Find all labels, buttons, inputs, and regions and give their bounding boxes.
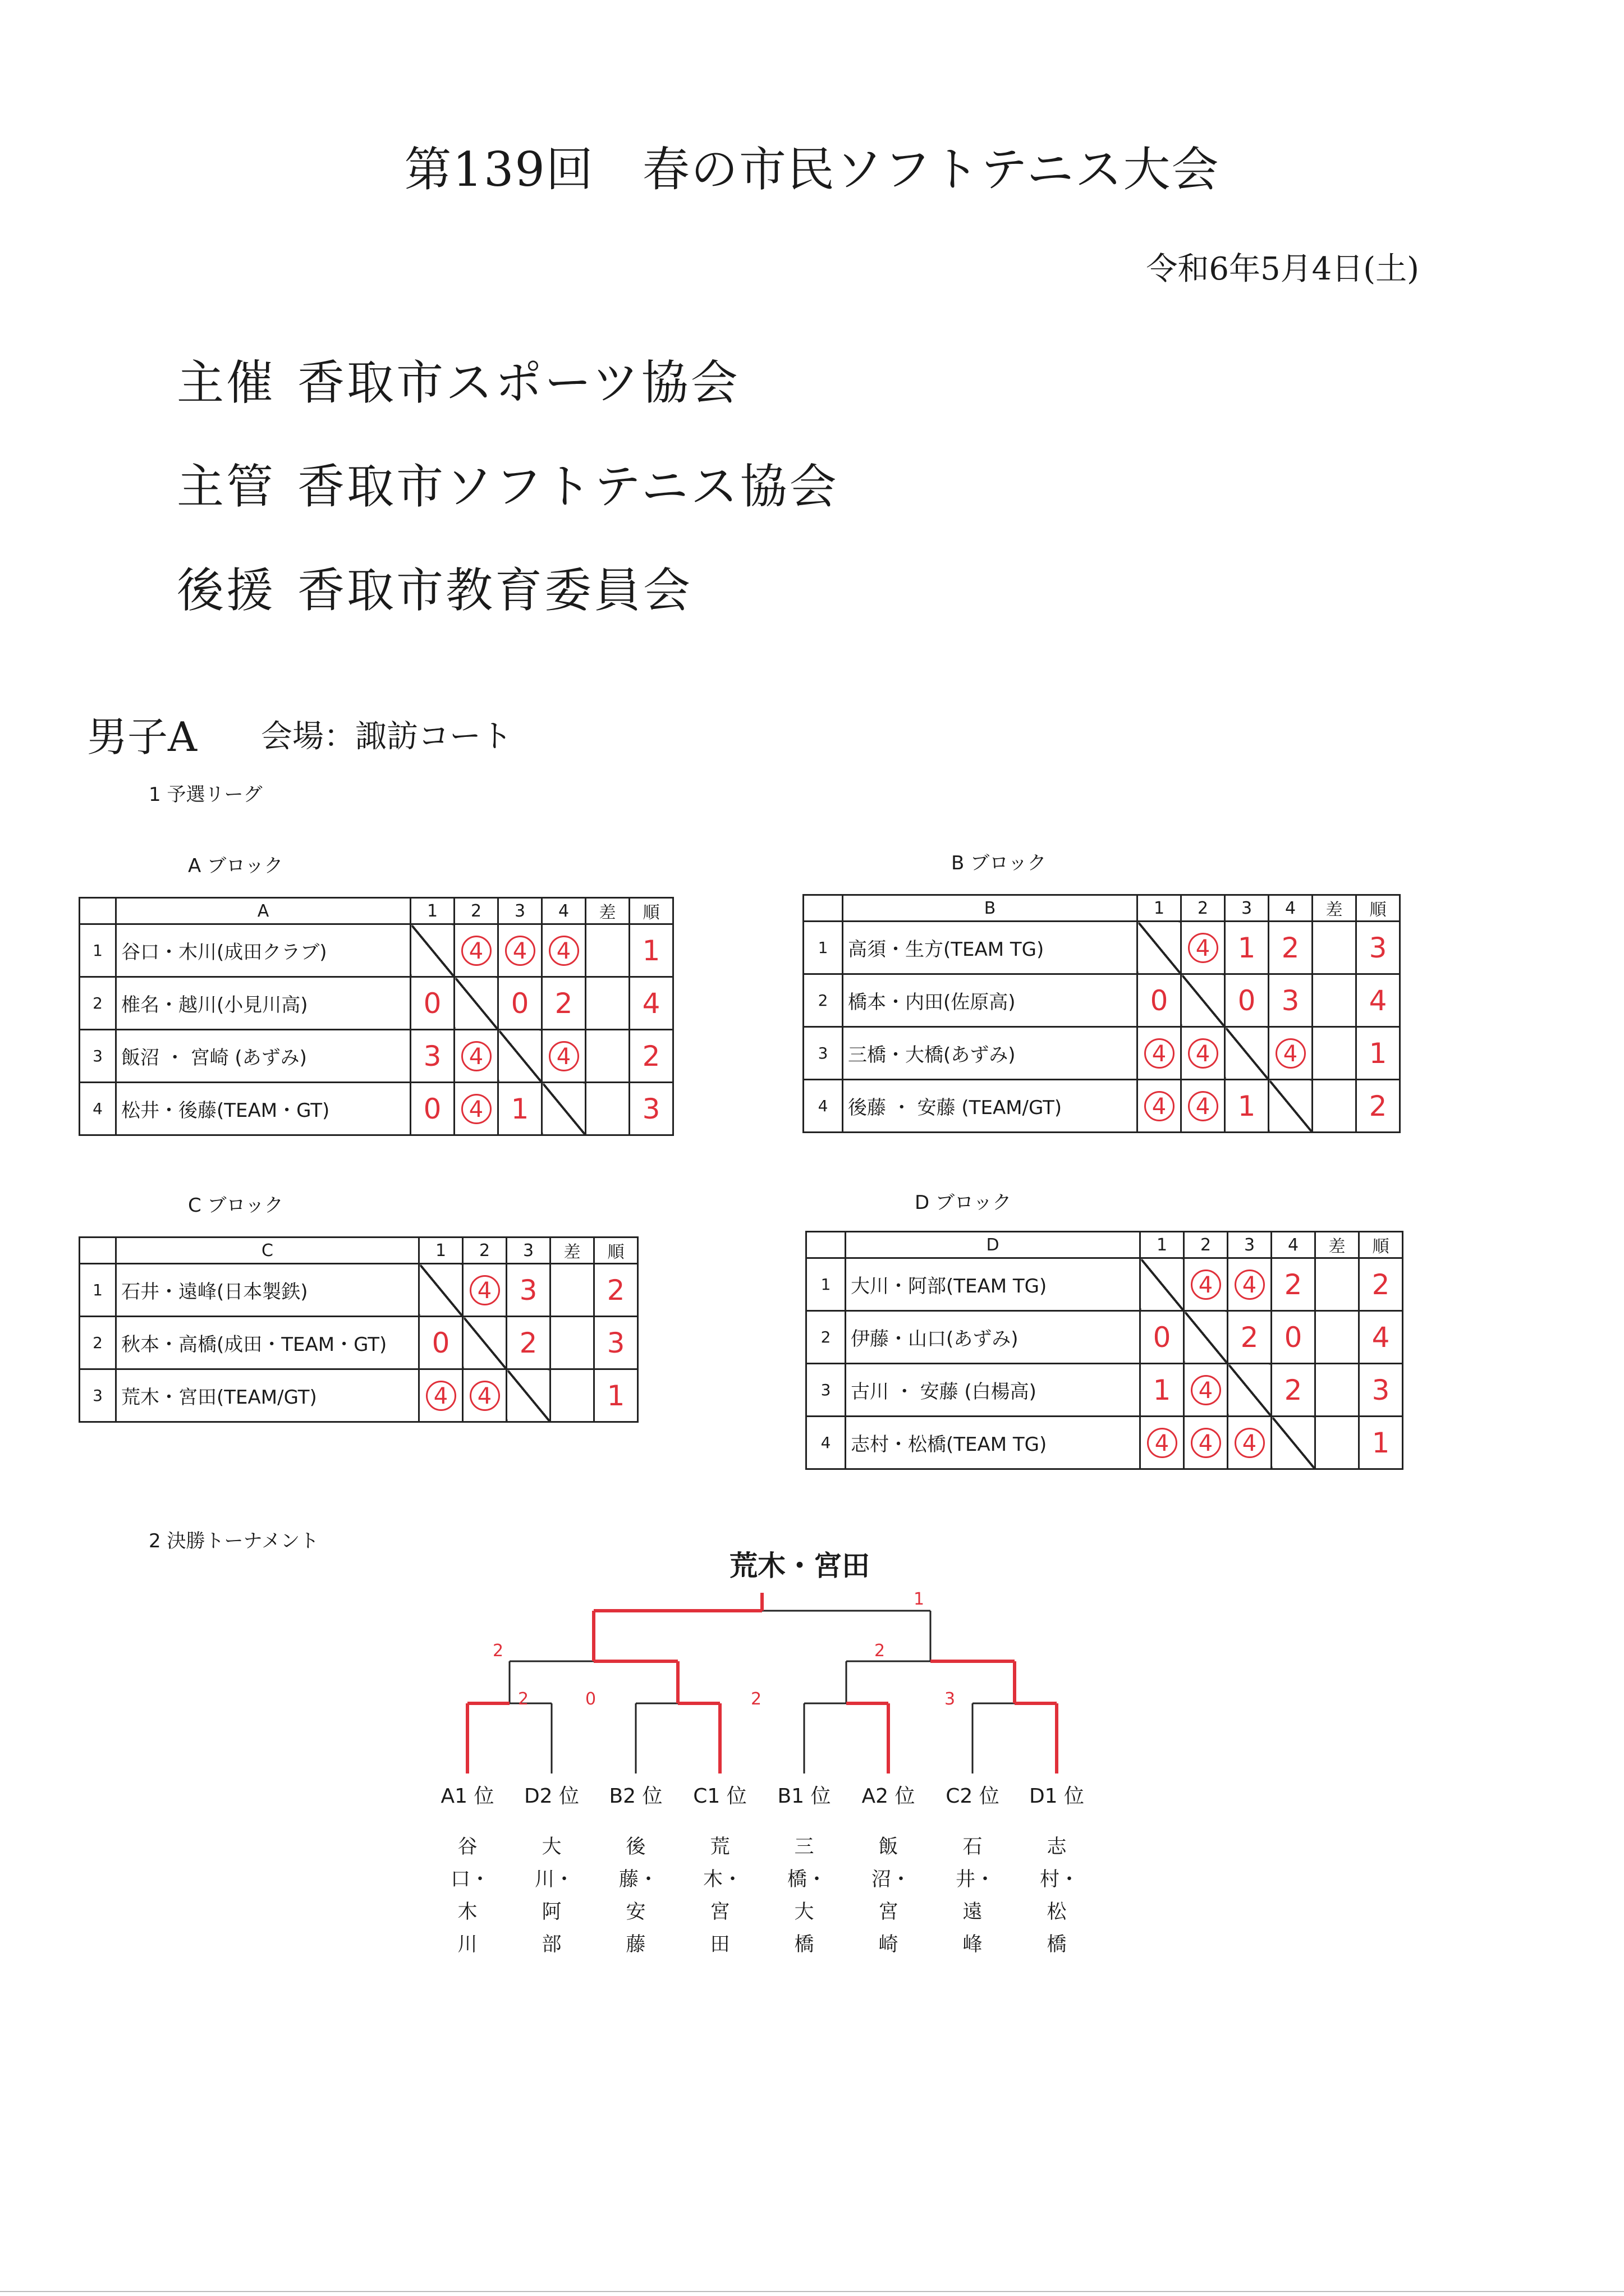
event-date: 令和6年5月4日(土) (1146, 251, 1419, 287)
win-mark: 4 (1188, 933, 1218, 963)
win-mark: 4 (1144, 1038, 1175, 1069)
organizer-name: 香取市スポーツ協会 (297, 355, 740, 410)
player-name: 三橋・大橋 (787, 1836, 827, 1956)
qf-score: 0 (585, 1689, 597, 1709)
block-c-label: C ブロック (188, 1194, 283, 1217)
match-result: 1 (1140, 1364, 1184, 1417)
seed-label: D1 位 (1029, 1785, 1085, 1808)
match-result: 1 (498, 1083, 542, 1135)
match-result: 0 (1272, 1311, 1315, 1364)
row-number: 3 (80, 1369, 116, 1422)
match-result: 1 (1225, 1080, 1269, 1133)
header-col: 1 (1137, 895, 1181, 922)
header-col: 1 (419, 1238, 463, 1264)
rank: 4 (630, 977, 673, 1030)
team-name: 椎名・越川(小見川高) (116, 977, 411, 1030)
seed-label: B2 位 (609, 1785, 663, 1808)
header-block-name: D (846, 1232, 1140, 1258)
win-mark: 4 (1191, 1270, 1221, 1300)
team-name: 飯沼 ・ 宮崎 (あずみ) (116, 1030, 411, 1083)
rank: 1 (594, 1369, 638, 1422)
player-name: 大川・阿部 (535, 1836, 575, 1956)
semi-score: 2 (493, 1641, 504, 1661)
qf-score: 3 (944, 1689, 956, 1709)
match-result: 0 (498, 977, 542, 1030)
win-mark: 4 (1188, 1091, 1218, 1121)
final-heading: 2 決勝トーナメント (149, 1530, 319, 1552)
row-number: 2 (804, 974, 843, 1027)
win-mark: 4 (1235, 1270, 1265, 1300)
rank: 1 (1359, 1417, 1403, 1469)
seed-label: D2 位 (524, 1785, 580, 1808)
header-col: 3 (507, 1238, 550, 1264)
rank: 1 (630, 924, 673, 977)
header-col: 2 (1184, 1232, 1228, 1258)
header-col: 差 (550, 1238, 594, 1264)
win-mark: 4 (1188, 1038, 1218, 1069)
header-col: 4 (1269, 895, 1313, 922)
row-number: 3 (806, 1364, 846, 1417)
organizer-role: 主管 (177, 459, 276, 514)
row-number: 4 (80, 1083, 116, 1135)
win-mark: 4 (470, 1275, 500, 1305)
win-mark: 4 (549, 936, 579, 966)
rank: 3 (1359, 1364, 1403, 1417)
team-name: 三橋・大橋(あずみ) (843, 1027, 1137, 1080)
player-name: 後藤・安藤 (619, 1836, 659, 1956)
block-d-label: D ブロック (915, 1191, 1012, 1214)
rank: 2 (630, 1030, 673, 1083)
header-col: 3 (1225, 895, 1269, 922)
match-result: 0 (411, 977, 455, 1030)
header-col: 4 (542, 898, 586, 924)
row-number: 2 (80, 977, 116, 1030)
player-name: 志村・松橋 (1040, 1836, 1080, 1956)
header-col: 2 (463, 1238, 507, 1264)
match-result: 2 (507, 1317, 550, 1369)
row-number: 1 (80, 924, 116, 977)
team-name: 高須・生方(TEAM TG) (843, 922, 1137, 974)
rank: 3 (594, 1317, 638, 1369)
rank: 3 (1356, 922, 1400, 974)
row-number: 4 (806, 1417, 846, 1469)
header-col: 1 (1140, 1232, 1184, 1258)
rank: 2 (594, 1264, 638, 1317)
match-result: 0 (1225, 974, 1269, 1027)
seed-label: C2 位 (946, 1785, 999, 1808)
section-title: 男子A (87, 713, 197, 760)
row-number: 2 (80, 1317, 116, 1369)
win-mark: 4 (505, 936, 535, 966)
win-mark: 4 (1144, 1091, 1175, 1121)
win-mark: 4 (1191, 1375, 1221, 1405)
seed-label: B1 位 (777, 1785, 831, 1808)
header-col: 差 (1313, 895, 1356, 922)
row-number: 4 (804, 1080, 843, 1133)
player-name: 荒木・宮田 (703, 1836, 743, 1956)
row-number: 1 (806, 1258, 846, 1311)
row-number: 3 (804, 1027, 843, 1080)
match-result: 3 (411, 1030, 455, 1083)
team-name: 伊藤・山口(あずみ) (846, 1311, 1140, 1364)
win-mark: 4 (461, 1041, 492, 1071)
player-name: 谷口・木川 (451, 1836, 490, 1956)
organizer-role: 主催 (177, 355, 276, 410)
header-col: 3 (1228, 1232, 1272, 1258)
page-title: 第139回 春の市民ソフトテニス大会 (404, 142, 1220, 197)
block-b-label: B ブロック (951, 852, 1047, 874)
header-col: 順 (1356, 895, 1400, 922)
match-result: 0 (419, 1317, 463, 1369)
match-result: 1 (1225, 922, 1269, 974)
header-col: 差 (1315, 1232, 1359, 1258)
team-name: 大川・阿部(TEAM TG) (846, 1258, 1140, 1311)
match-result: 3 (1269, 974, 1313, 1027)
match-result: 0 (1137, 974, 1181, 1027)
organizer-role: 後援 (177, 563, 276, 618)
venue-label: 会場：諏訪コート (261, 718, 512, 755)
header-col: 順 (630, 898, 673, 924)
semi-score: 2 (874, 1641, 886, 1661)
page-edge-line (0, 2291, 1624, 2292)
team-name: 志村・松橋(TEAM TG) (846, 1417, 1140, 1469)
match-result: 2 (1228, 1311, 1272, 1364)
row-number: 2 (806, 1311, 846, 1364)
header-col: 順 (1359, 1232, 1403, 1258)
organizer-name: 香取市ソフトテニス協会 (297, 459, 839, 514)
row-number: 3 (80, 1030, 116, 1083)
team-name: 橋本・内田(佐原高) (843, 974, 1137, 1027)
match-result: 0 (411, 1083, 455, 1135)
champion-name: 荒木・宮田 (730, 1550, 870, 1582)
rank: 2 (1359, 1258, 1403, 1311)
header-col: 2 (1181, 895, 1225, 922)
win-mark: 4 (1147, 1428, 1177, 1458)
header-col: 差 (586, 898, 630, 924)
seed-label: C1 位 (693, 1785, 747, 1808)
team-name: 谷口・木川(成田クラブ) (116, 924, 411, 977)
rank: 2 (1356, 1080, 1400, 1133)
team-name: 後藤 ・ 安藤 (TEAM/GT) (843, 1080, 1137, 1133)
match-result: 0 (1140, 1311, 1184, 1364)
seed-label: A2 位 (861, 1785, 915, 1808)
rank: 4 (1359, 1311, 1403, 1364)
match-result: 2 (1269, 922, 1313, 974)
organizer-name: 香取市教育委員会 (297, 563, 693, 618)
header-col: 2 (455, 898, 498, 924)
team-name: 荒木・宮田(TEAM/GT) (116, 1369, 419, 1422)
header-col: 3 (498, 898, 542, 924)
qf-score: 2 (751, 1689, 762, 1709)
team-name: 秋本・高橋(成田・TEAM・GT) (116, 1317, 419, 1369)
team-name: 古川 ・ 安藤 (白楊高) (846, 1364, 1140, 1417)
league-heading: 1 予選リーグ (149, 783, 263, 806)
win-mark: 4 (461, 936, 492, 966)
player-name: 飯沼・宮崎 (871, 1836, 911, 1956)
player-name: 石井・遠峰 (956, 1836, 995, 1956)
team-name: 石井・遠峰(日本製鉄) (116, 1264, 419, 1317)
win-mark: 4 (549, 1041, 579, 1071)
header-block-name: B (843, 895, 1137, 922)
rank: 1 (1356, 1027, 1400, 1080)
header-block-name: C (116, 1238, 419, 1264)
header-block-name: A (116, 898, 411, 924)
match-result: 3 (507, 1264, 550, 1317)
win-mark: 4 (461, 1094, 492, 1124)
rank: 3 (630, 1083, 673, 1135)
win-mark: 4 (1191, 1428, 1221, 1458)
win-mark: 4 (1276, 1038, 1306, 1069)
win-mark: 4 (470, 1381, 500, 1411)
match-result: 2 (542, 977, 586, 1030)
win-mark: 4 (426, 1381, 456, 1411)
final-score: 1 (914, 1589, 925, 1609)
rank: 4 (1356, 974, 1400, 1027)
qf-score: 2 (518, 1689, 529, 1709)
team-name: 松井・後藤(TEAM・GT) (116, 1083, 411, 1135)
seed-label: A1 位 (441, 1785, 494, 1808)
row-number: 1 (804, 922, 843, 974)
match-result: 2 (1272, 1364, 1315, 1417)
row-number: 1 (80, 1264, 116, 1317)
match-result: 2 (1272, 1258, 1315, 1311)
block-a-label: A ブロック (188, 855, 283, 877)
header-col: 順 (594, 1238, 638, 1264)
header-col: 4 (1272, 1232, 1315, 1258)
win-mark: 4 (1235, 1428, 1265, 1458)
header-col: 1 (411, 898, 455, 924)
